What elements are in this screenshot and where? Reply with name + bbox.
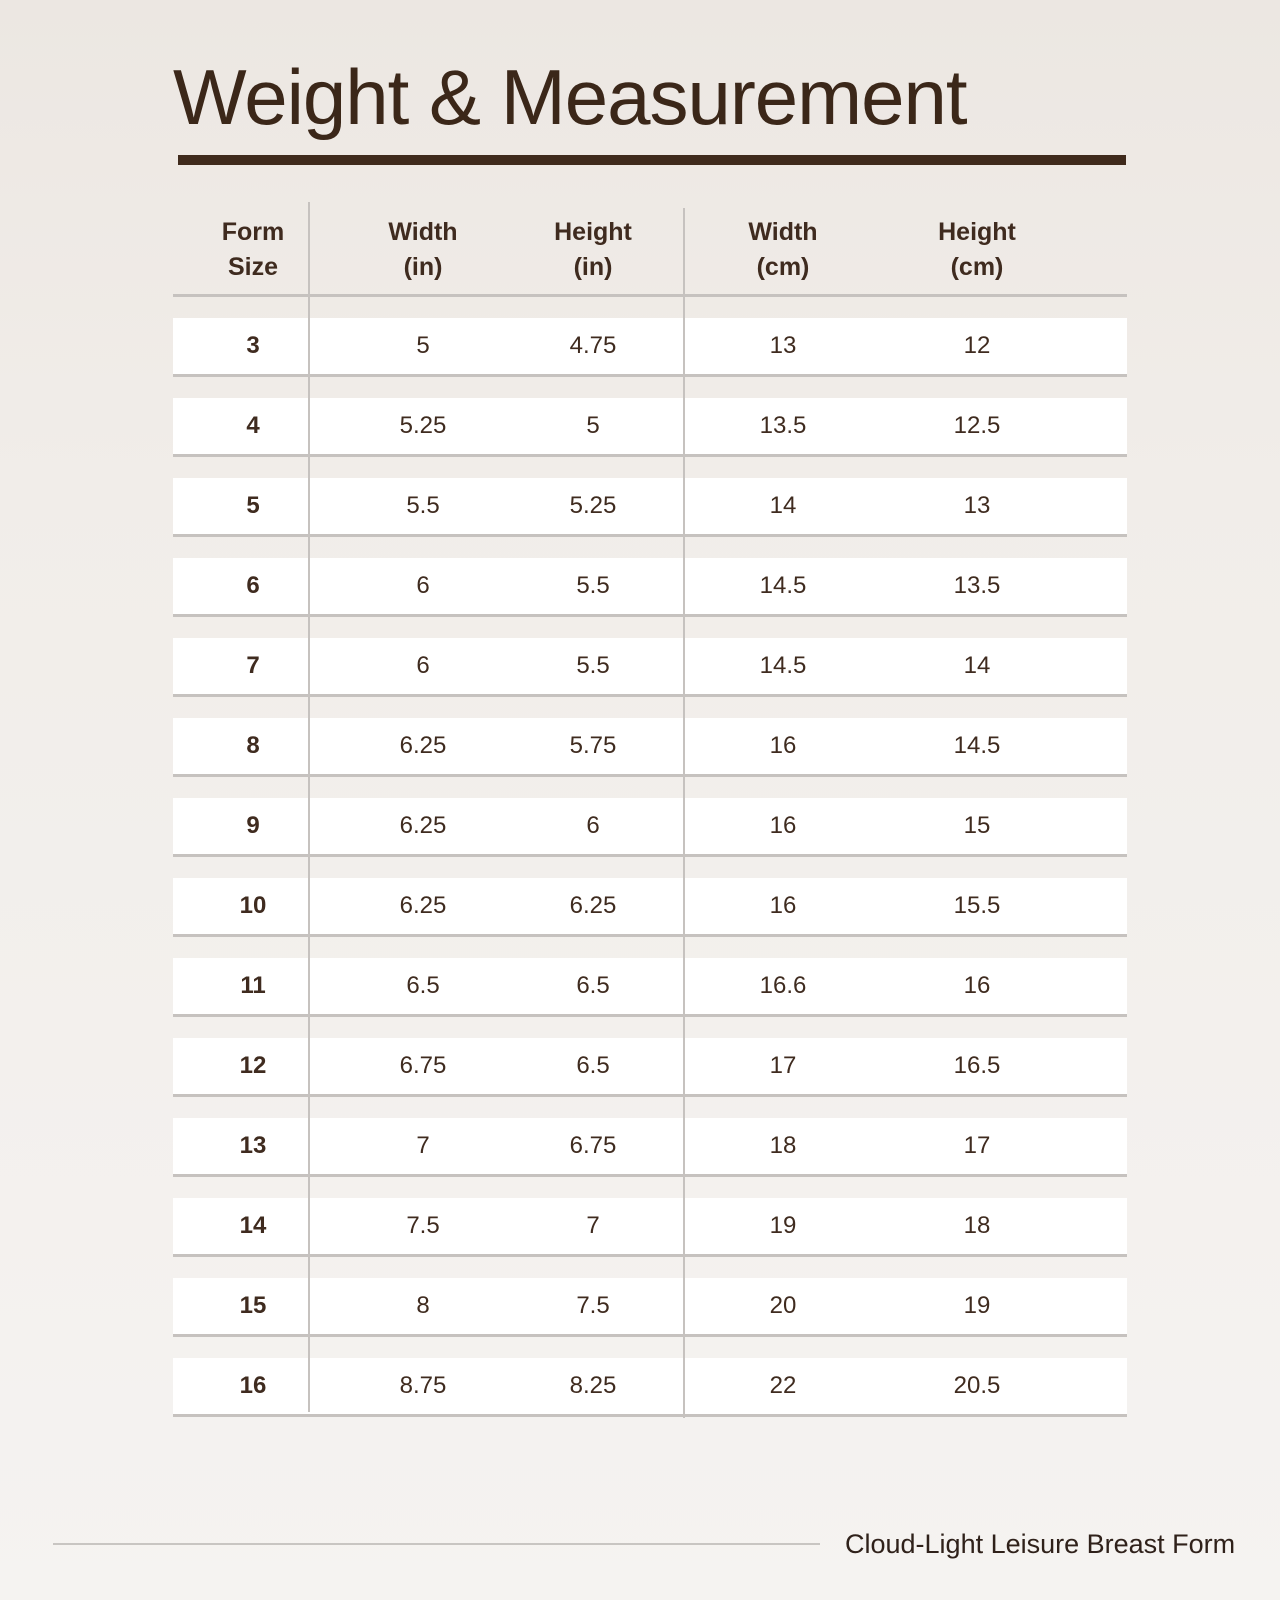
cell-form-size: 15 xyxy=(239,1292,267,1319)
footer-divider xyxy=(53,1543,820,1545)
cell-form-size: 16 xyxy=(239,1372,267,1399)
page-title: Weight & Measurement xyxy=(173,53,967,141)
cell-width-cm: 13 xyxy=(769,332,797,359)
cell-height-in: 7.5 xyxy=(576,1292,610,1319)
cell-form-size: 11 xyxy=(240,972,266,999)
header-width-cm: Width (cm) xyxy=(748,218,818,281)
header-height-cm: Height (cm) xyxy=(938,218,1016,281)
cell-width-in: 8.75 xyxy=(399,1372,447,1399)
cell-height-in: 5 xyxy=(586,412,600,439)
footer-product-name: Cloud-Light Leisure Breast Form xyxy=(845,1529,1236,1559)
cell-width-in: 6.25 xyxy=(399,812,447,839)
title-underline xyxy=(178,155,1126,165)
table-row xyxy=(173,697,1127,777)
cell-height-cm: 20.5 xyxy=(953,1372,1001,1399)
table-row xyxy=(173,1097,1127,1177)
header-width-in: Width (in) xyxy=(388,218,458,281)
cell-form-size: 13 xyxy=(239,1132,267,1159)
cell-form-size: 7 xyxy=(246,652,260,679)
cell-form-size: 9 xyxy=(246,812,260,839)
cell-height-cm: 13 xyxy=(963,492,991,519)
cell-height-in: 6 xyxy=(586,812,600,839)
table-row xyxy=(173,1257,1127,1337)
cell-height-cm: 14.5 xyxy=(953,732,1001,759)
table-row xyxy=(173,457,1127,537)
cell-form-size: 10 xyxy=(239,892,267,919)
cell-form-size: 8 xyxy=(246,732,260,759)
table-header-row xyxy=(173,205,1127,297)
cell-width-in: 7.5 xyxy=(406,1212,440,1239)
cell-width-cm: 16.6 xyxy=(759,972,807,999)
cell-width-in: 8 xyxy=(416,1292,430,1319)
cell-width-in: 6.25 xyxy=(399,892,447,919)
cell-height-in: 5.25 xyxy=(569,492,617,519)
cell-width-cm: 16 xyxy=(769,892,797,919)
cell-form-size: 4 xyxy=(246,412,260,439)
cell-width-in: 6 xyxy=(416,652,430,679)
cell-width-in: 5.25 xyxy=(399,412,447,439)
table-row xyxy=(173,377,1127,457)
cell-height-cm: 16.5 xyxy=(953,1052,1001,1079)
cell-height-cm: 14 xyxy=(963,652,991,679)
header-height-in: Height (in) xyxy=(554,218,632,281)
cell-width-cm: 18 xyxy=(769,1132,797,1159)
cell-width-in: 5.5 xyxy=(406,492,440,519)
table-row xyxy=(173,617,1127,697)
cell-height-in: 6.5 xyxy=(576,1052,610,1079)
cell-form-size: 3 xyxy=(246,332,260,359)
cell-form-size: 12 xyxy=(239,1052,267,1079)
cell-width-cm: 22 xyxy=(769,1372,797,1399)
table-row xyxy=(173,1177,1127,1257)
row-divider xyxy=(173,1414,1127,1417)
cell-height-cm: 17 xyxy=(963,1132,991,1159)
cell-width-in: 7 xyxy=(416,1132,430,1159)
cell-width-in: 6.5 xyxy=(406,972,440,999)
cell-height-cm: 13.5 xyxy=(953,572,1001,599)
cell-height-in: 7 xyxy=(586,1212,600,1239)
cell-height-cm: 18 xyxy=(963,1212,991,1239)
cell-height-cm: 12.5 xyxy=(953,412,1001,439)
column-divider-size xyxy=(308,202,310,1412)
table-body xyxy=(173,297,1127,1417)
table-row xyxy=(173,1337,1127,1417)
cell-height-in: 6.5 xyxy=(576,972,610,999)
cell-form-size: 6 xyxy=(246,572,260,599)
cell-width-cm: 19 xyxy=(769,1212,797,1239)
cell-width-cm: 20 xyxy=(769,1292,797,1319)
table-row xyxy=(173,1017,1127,1097)
cell-height-cm: 12 xyxy=(963,332,991,359)
table-row xyxy=(173,857,1127,937)
column-divider-units xyxy=(683,208,685,1418)
cell-height-cm: 15 xyxy=(963,812,991,839)
measurement-table xyxy=(173,205,1127,1399)
table-row xyxy=(173,537,1127,617)
cell-width-in: 6.75 xyxy=(399,1052,447,1079)
cell-width-in: 6 xyxy=(416,572,430,599)
cell-width-cm: 14 xyxy=(769,492,797,519)
cell-width-cm: 17 xyxy=(769,1052,797,1079)
cell-width-cm: 14.5 xyxy=(759,652,807,679)
table-row xyxy=(173,937,1127,1017)
cell-height-cm: 19 xyxy=(963,1292,991,1319)
cell-width-cm: 13.5 xyxy=(759,412,807,439)
table-row xyxy=(173,777,1127,857)
cell-width-cm: 16 xyxy=(769,732,797,759)
cell-form-size: 5 xyxy=(246,492,260,519)
cell-height-in: 5.5 xyxy=(576,652,610,679)
cell-height-in: 4.75 xyxy=(569,332,617,359)
cell-width-in: 5 xyxy=(416,332,430,359)
cell-width-in: 6.25 xyxy=(399,732,447,759)
cell-height-in: 5.75 xyxy=(569,732,617,759)
cell-height-in: 6.25 xyxy=(569,892,617,919)
cell-width-cm: 16 xyxy=(769,812,797,839)
cell-height-in: 8.25 xyxy=(569,1372,617,1399)
cell-width-cm: 14.5 xyxy=(759,572,807,599)
header-form-size: Form Size xyxy=(221,218,285,281)
cell-height-in: 6.75 xyxy=(569,1132,617,1159)
cell-height-cm: 16 xyxy=(963,972,991,999)
cell-form-size: 14 xyxy=(239,1212,267,1239)
cell-height-cm: 15.5 xyxy=(953,892,1001,919)
table-row xyxy=(173,297,1127,377)
cell-height-in: 5.5 xyxy=(576,572,610,599)
